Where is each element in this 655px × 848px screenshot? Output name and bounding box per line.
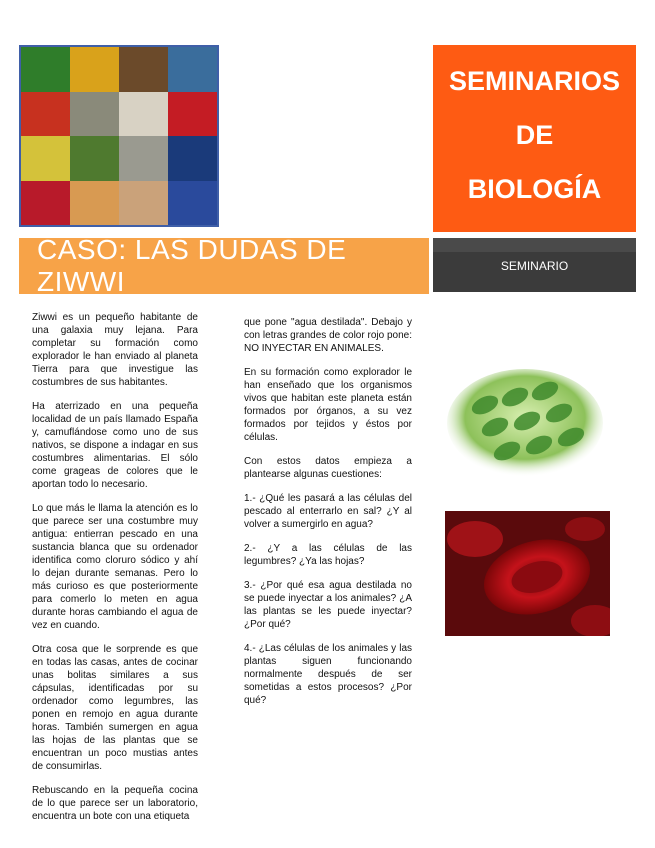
- collage-tile: [70, 181, 119, 226]
- collage-tile: [21, 47, 70, 92]
- case-title: CASO: LAS DUDAS DE ZIWWI: [37, 234, 347, 297]
- paragraph: Rebuscando en la pequeña cocina de lo que parece ser un laboratorio, encuentra un bote con una etiqueta: [32, 785, 198, 822]
- biology-collage-image: [19, 45, 219, 227]
- collage-tile: [21, 181, 70, 226]
- section-bar-strip: [433, 238, 636, 252]
- paragraph: Lo que más le llama la atención es lo que parece ser una costumbre muy antigua: entierran pescado en una sustancia blanca que su ordenador identifica como cloruro sódico y ahí lo dejan durante semanas. Pero lo más curioso es que posteriormente para comerlo lo meten en agua durante horas cambiando el agua de vez en cuando.: [32, 503, 198, 631]
- case-title-bar: [19, 234, 429, 297]
- section-label-bar: [433, 238, 636, 292]
- collage-tile: [21, 136, 70, 181]
- question: 3.- ¿Por qué esa agua destilada no se puede inyectar a los animales? ¿A las plantas se les puede inyectar? ¿Por qué?: [244, 580, 412, 630]
- red-blood-cells-image: [445, 511, 610, 636]
- collage-tile: [119, 47, 168, 92]
- question: 4.- ¿Las células de los animales y las plantas siguen funcionando normalmente después de ser sometidas a estos procesos? ¿Por qué?: [244, 643, 412, 706]
- paragraph: Otra cosa que le sorprende es que en todas las casas, antes de cocinar unas bolitas similares a sus cápsulas, identificadas por su ordenador como legumbres, las ponen en remojo en agua durante horas. También sumergen en agua las hojas de las plantas que se encuentran un poco mustias antes de consumirlas.: [32, 644, 198, 772]
- collage-tile: [70, 47, 119, 92]
- paragraph: Ziwwi es un pequeño habitante de una galaxia muy lejana. Para completar su formación como explorador le han enviado al planeta Tierra para que investigue las costumbres de sus habitantes.: [32, 312, 198, 388]
- collage-tile: [168, 181, 217, 226]
- question: 2.- ¿Y a las células de las legumbres? ¿Ya las hojas?: [244, 543, 412, 567]
- paragraph: que pone "agua destilada". Debajo y con letras grandes de color rojo pone: NO INYECTAR EN ANIMALES.: [244, 317, 412, 354]
- paragraph: Con estos datos empieza a plantearse algunas cuestiones:: [244, 456, 412, 480]
- title-line: BIOLOGÍA: [467, 174, 602, 204]
- section-label: SEMINARIO: [500, 259, 569, 273]
- title-line: SEMINARIOS: [448, 66, 621, 96]
- collage-tile: [70, 136, 119, 181]
- text-column-left: [32, 311, 198, 834]
- seminar-title-box: [433, 45, 636, 232]
- text-column-right: [244, 316, 412, 718]
- collage-tile: [119, 181, 168, 226]
- collage-tile: [168, 47, 217, 92]
- title-line: DE: [515, 120, 554, 150]
- collage-tile: [21, 92, 70, 137]
- collage-tile: [119, 92, 168, 137]
- collage-tile: [70, 92, 119, 137]
- plant-cells-image: [445, 365, 605, 480]
- question: 1.- ¿Qué les pasará a las células del pescado al enterrarlo en sal? ¿Y al volver a sumergirlo en agua?: [244, 493, 412, 530]
- paragraph: En su formación como explorador le han enseñado que los organismos vivos que habitan este planeta están formados por órganos, a su vez formados por tejidos y éstos por células.: [244, 367, 412, 443]
- paragraph: Ha aterrizado en una pequeña localidad de un país llamado España y, camuflándose como uno de sus nativos, se dispone a indagar en sus costumbres alimentarias. El sólo come grageas de colores que le aportan todo lo necesario.: [32, 401, 198, 490]
- collage-tile: [168, 136, 217, 181]
- collage-tile: [119, 136, 168, 181]
- collage-tile: [168, 92, 217, 137]
